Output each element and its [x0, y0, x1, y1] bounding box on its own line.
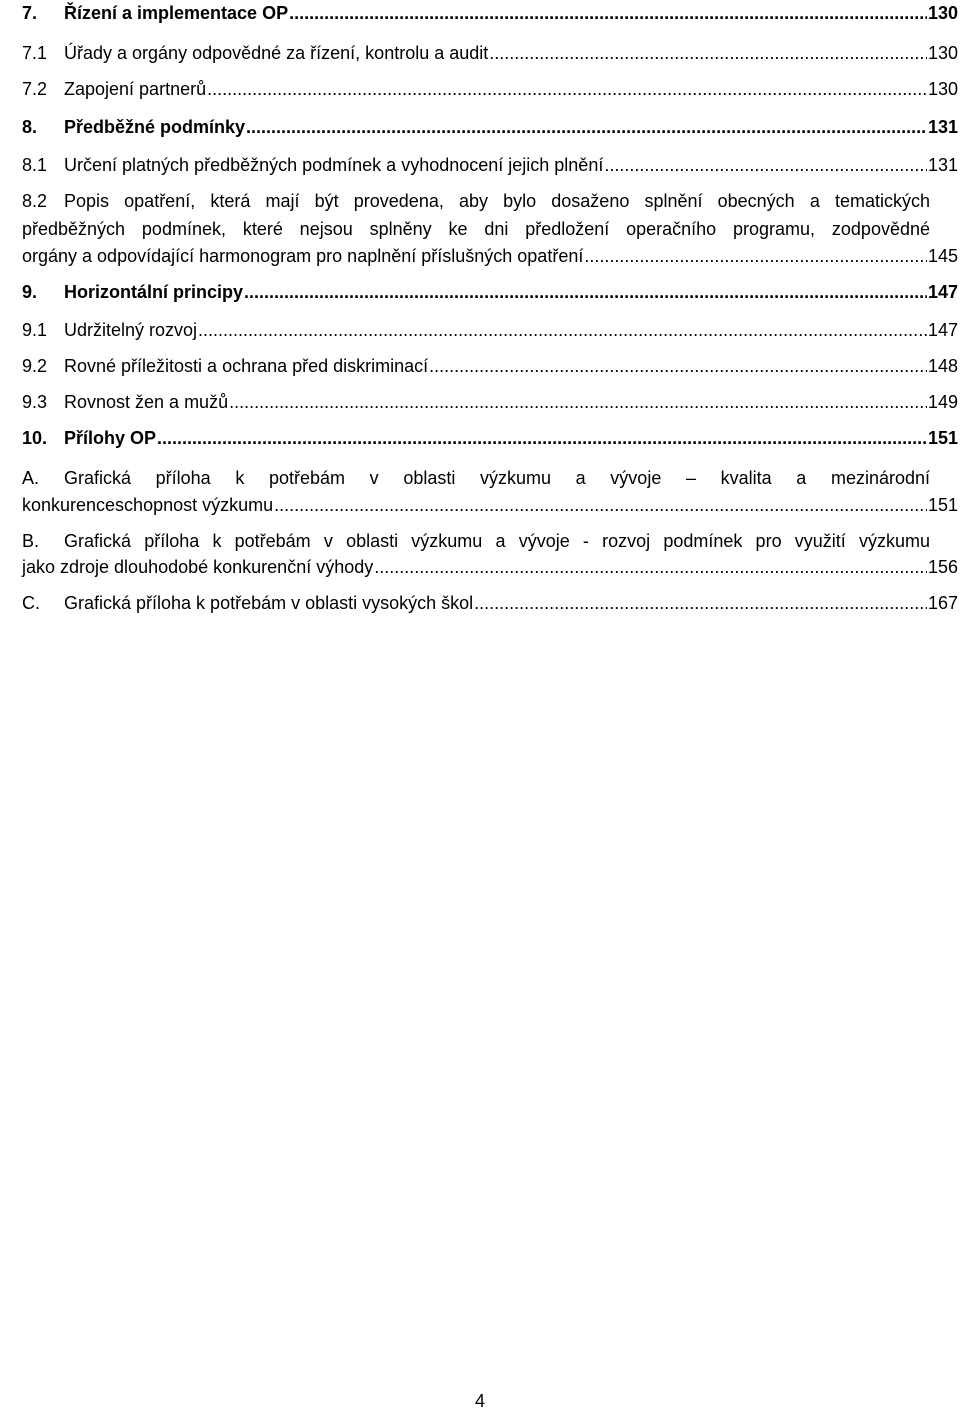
toc-leader-dots: [157, 425, 927, 451]
toc-entry-7[interactable]: [22, 0, 958, 26]
toc-entry-title: Přílohy OP: [64, 428, 157, 448]
toc-entry-line: [22, 554, 958, 580]
toc-entry-10[interactable]: [22, 425, 958, 451]
toc-leader-dots: [246, 114, 927, 140]
toc-entry-7-1[interactable]: [22, 40, 958, 66]
toc-entry-title: Udržitelný rozvoj: [64, 320, 198, 340]
toc-entry-title-line-2: konkurenceschopnost výzkumu: [22, 495, 274, 515]
toc-entry-page: 149: [927, 392, 958, 412]
toc-entry-title: Rovnost žen a mužů: [64, 392, 229, 412]
toc-entry-page: 130: [927, 3, 958, 23]
page-number: 4: [474, 1391, 485, 1411]
toc-entry-title-line-1: Grafická příloha k potřebám v oblasti výzkumu a vývoje - rozvoj podmínek pro využití výzkumu: [64, 531, 930, 551]
toc-entry-title-line-2: předběžných podmínek, které nejsou splněny ke dni předložení operačního programu, zodpovědné: [22, 219, 930, 239]
toc-entry-number: 8.1: [22, 155, 48, 175]
toc-entry-title: Úřady a orgány odpovědné za řízení, kontrolu a audit: [64, 43, 489, 63]
toc-entry-number: 8.: [22, 117, 38, 137]
toc-entry-c[interactable]: [22, 590, 958, 616]
toc-leader-dots: [274, 492, 927, 518]
toc-entry-line: [22, 216, 958, 242]
toc-entry-page: 147: [927, 320, 958, 340]
toc-entry-title: Předběžné podmínky: [64, 117, 246, 137]
toc-entry-9[interactable]: [22, 279, 958, 305]
toc-entry-line: [22, 188, 958, 214]
toc-entry-number: 7.: [22, 3, 38, 23]
toc-entry-title-line-3: orgány a odpovídající harmonogram pro naplnění příslušných opatření: [22, 246, 584, 266]
toc-entry-page: 148: [927, 356, 958, 376]
toc-entry-number: C.: [22, 593, 40, 613]
toc-entry-title: Rovné příležitosti a ochrana před diskriminací: [64, 356, 429, 376]
toc-entry-page: 130: [927, 43, 958, 63]
toc-leader-dots: [374, 554, 927, 580]
toc-entry-line: [22, 465, 958, 491]
toc-leader-dots: [229, 389, 927, 415]
toc-entry-line: [22, 492, 958, 518]
toc-entry-number: A.: [22, 468, 40, 488]
toc-entry-7-2[interactable]: [22, 76, 958, 102]
toc-entry-page: 130: [927, 79, 958, 99]
toc-leader-dots: [474, 590, 927, 616]
toc-leader-dots: [429, 353, 927, 379]
toc-leader-dots: [489, 40, 927, 66]
toc-entry-page: 151: [927, 495, 958, 515]
toc-leader-dots: [289, 0, 927, 26]
toc-leader-dots: [207, 76, 927, 102]
toc-leader-dots: [584, 243, 927, 269]
toc-entry-title: Určení platných předběžných podmínek a vyhodnocení jejich plnění: [64, 155, 604, 175]
toc-entry-title: Horizontální principy: [64, 282, 244, 302]
toc-leader-dots: [244, 279, 927, 305]
toc-entry-number: B.: [22, 531, 40, 551]
toc-entry-number: 9.1: [22, 320, 48, 340]
toc-entry-number: 9.3: [22, 392, 48, 412]
toc-entry-page: 147: [927, 282, 958, 302]
toc-entry-line: [22, 528, 958, 554]
toc-entry-page: 131: [927, 117, 958, 137]
toc-entry-number: 8.2: [22, 191, 48, 211]
toc-entry-9-3[interactable]: [22, 389, 958, 415]
toc-entry-number: 9.: [22, 282, 38, 302]
toc-entry-page: 167: [927, 593, 958, 613]
toc-entry-8-1[interactable]: [22, 152, 958, 178]
toc-entry-title: Řízení a implementace OP: [64, 3, 289, 23]
toc-entry-8[interactable]: [22, 114, 958, 140]
toc-entry-page: 156: [927, 557, 958, 577]
toc-entry-title-line-1: Popis opatření, která mají být provedena, aby bylo dosaženo splnění obecných a tematických: [64, 191, 930, 211]
toc-entry-9-1[interactable]: [22, 317, 958, 343]
toc-entry-title: Grafická příloha k potřebám v oblasti vysokých škol: [64, 593, 474, 613]
toc-entry-number: 7.1: [22, 43, 48, 63]
toc-entry-number: 7.2: [22, 79, 48, 99]
toc-entry-title: Zapojení partnerů: [64, 79, 207, 99]
toc-entry-9-2[interactable]: [22, 353, 958, 379]
toc-leader-dots: [604, 152, 927, 178]
toc-entry-page: 151: [927, 428, 958, 448]
toc-entry-number: 9.2: [22, 356, 48, 376]
toc-leader-dots: [198, 317, 927, 343]
toc-entry-page: 145: [927, 246, 958, 266]
toc-entry-title-line-1: Grafická příloha k potřebám v oblasti výzkumu a vývoje – kvalita a mezinárodní: [64, 468, 930, 488]
toc-entry-title-line-2: jako zdroje dlouhodobé konkurenční výhody: [22, 557, 374, 577]
toc-entry-page: 131: [927, 155, 958, 175]
toc-entry-number: 10.: [22, 428, 48, 448]
toc-entry-line: [22, 243, 958, 269]
